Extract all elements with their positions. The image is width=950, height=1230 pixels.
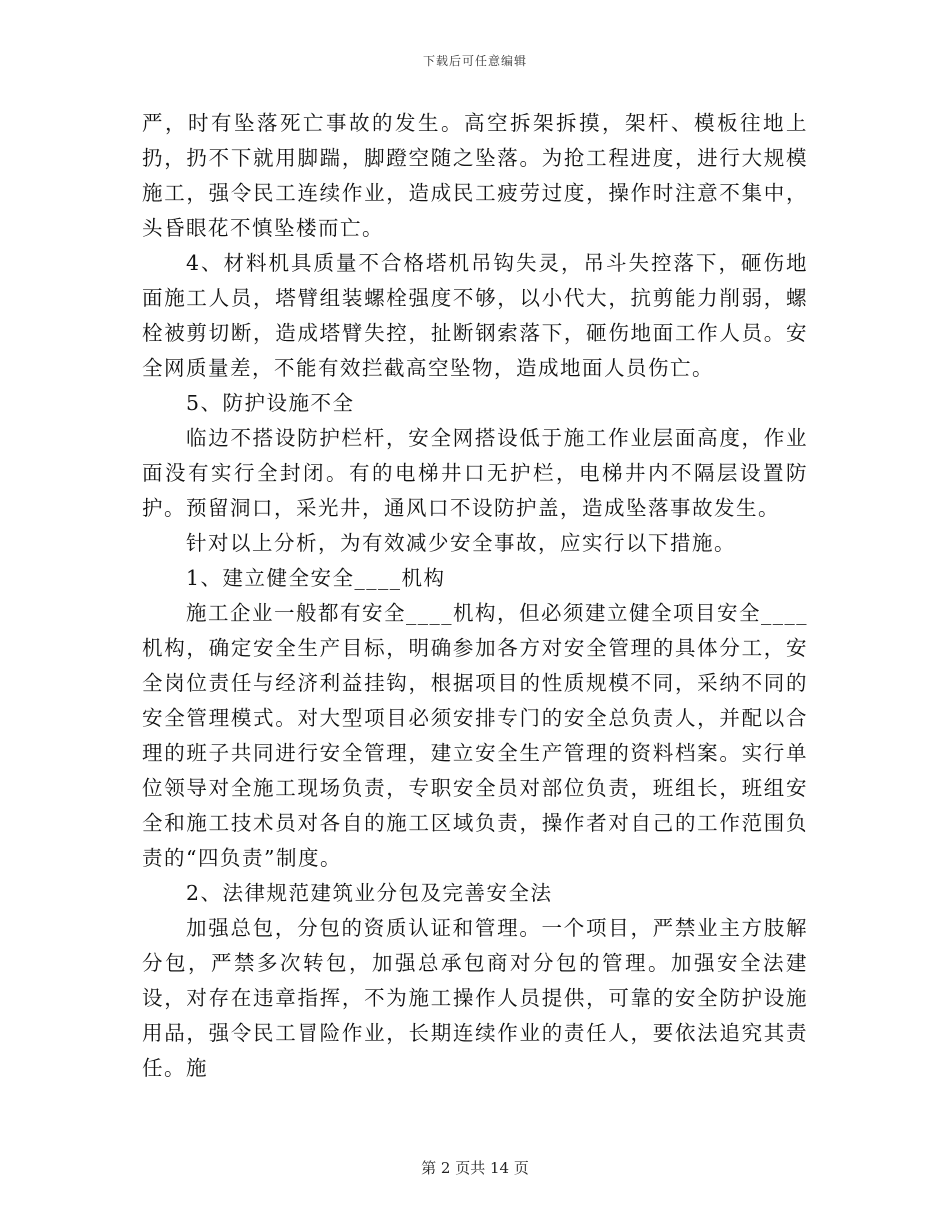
paragraph-protection: 临边不搭设防护栏杆，安全网搭设低于施工作业层面高度，作业面没有实行全封闭。有的电梯井口无护栏，电梯井内不隔层设置防护。预留洞口，采光井，通风口不设防护盖，造成坠落事故发生。 xyxy=(142,426,808,520)
heading-item-5: 5、防护设施不全 xyxy=(186,391,355,415)
document-body xyxy=(142,106,808,1086)
paragraph-item-4: 4、材料机具质量不合格塔机吊钩失灵，吊斗失控落下，砸伤地面施工人员，塔臂组装螺栓强度不够，以小代大，抗剪能力削弱，螺栓被剪切断，造成塔臂失控，扯断钢索落下，砸伤地面工作人员。安全网质量差，不能有效拦截高空坠物，造成地面人员伤亡。 xyxy=(142,251,808,380)
heading-measure-1: 1、建立健全安全____机构 xyxy=(186,566,446,590)
paragraph-continued: 严，时有坠落死亡事故的发生。高空拆架拆摸，架杆、模板往地上扔，扔不下就用脚踹，脚蹬空随之坠落。为抢工程进度，进行大规模施工，强令民工连续作业，造成民工疲劳过度，操作时注意不集中，头昏眼花不慎坠楼而亡。 xyxy=(142,111,808,240)
paragraph-measure-1: 施工企业一般都有安全____机构，但必须建立健全项目安全____机构，确定安全生产目标，明确参加各方对安全管理的具体分工，安全岗位责任与经济利益挂钩，根据项目的性质规模不同，采纳不同的安全管理模式。对大型项目必须安排专门的安全总负责人，并配以合理的班子共同进行安全管理，建立安全生产管理的资料档案。实行单位领导对全施工现场负责，专职安全员对部位负责，班组长，班组安全和施工技术员对各自的施工区域负责，操作者对自己的工作范围负责的“四负责”制度。 xyxy=(142,601,808,870)
paragraph-measure-2: 加强总包，分包的资质认证和管理。一个项目，严禁业主方肢解分包，严禁多次转包，加强总承包商对分包的管理。加强安全法建设，对存在违章指挥，不为施工操作人员提供，可靠的安全防护设施用品，强令民工冒险作业，长期连续作业的责任人，要依法追究其责任。施 xyxy=(142,916,808,1080)
page-footer: 第 2 页共 14 页 xyxy=(421,1159,529,1177)
paragraph-measures-intro: 针对以上分析，为有效减少安全事故，应实行以下措施。 xyxy=(186,531,736,555)
heading-measure-2: 2、法律规范建筑业分包及完善安全法 xyxy=(186,881,553,905)
page-header: 下载后可任意编辑 xyxy=(422,54,527,68)
